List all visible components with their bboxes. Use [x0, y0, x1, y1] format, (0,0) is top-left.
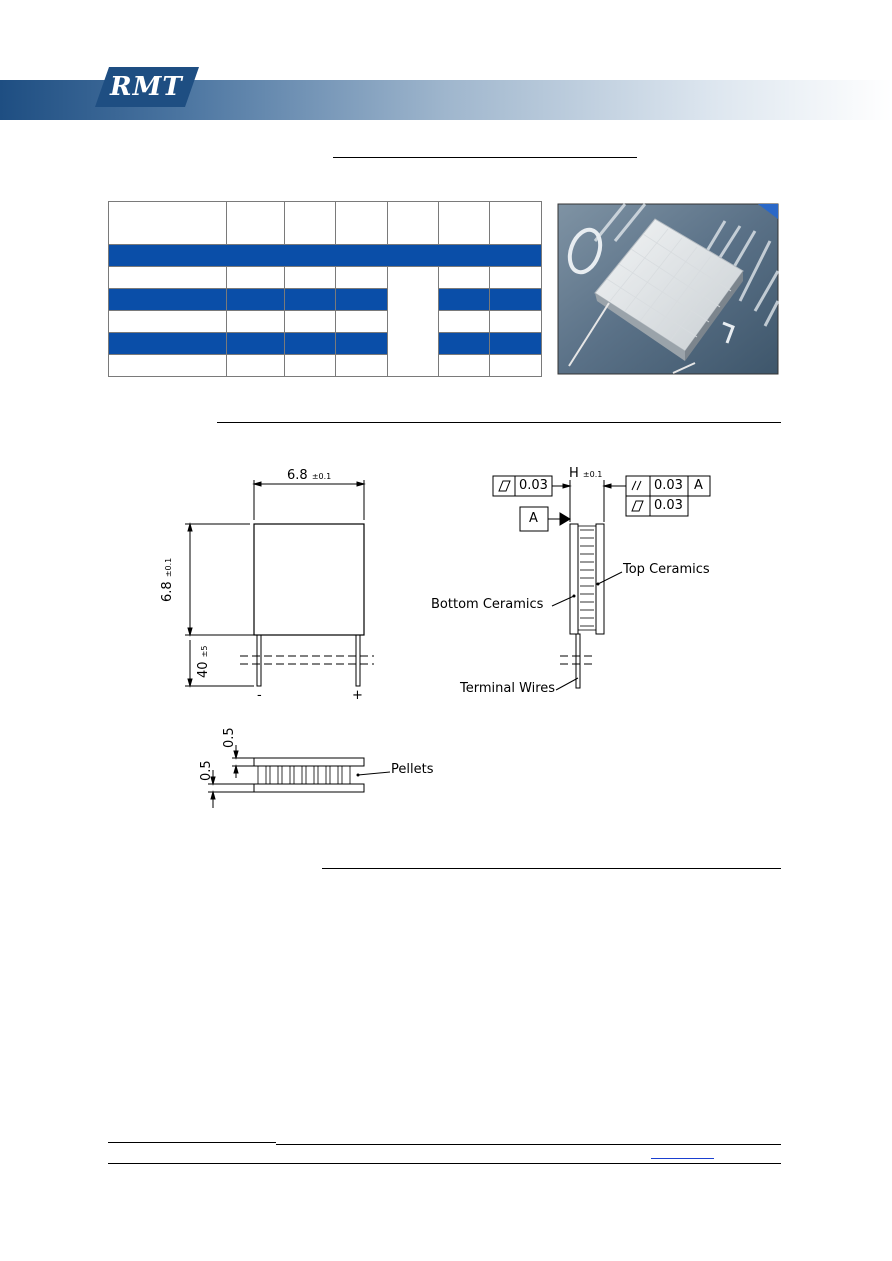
logo-text: RMT: [110, 72, 183, 102]
footer-rule-upper: [276, 1144, 781, 1145]
parallel-value: 0.03: [654, 478, 683, 493]
flatness-value: 0.03: [519, 478, 548, 493]
side-height-value: H: [569, 466, 579, 481]
minus-terminal-label: -: [257, 688, 262, 703]
front-width-label: [287, 468, 331, 483]
front-width-tolerance: ±0.1: [311, 472, 332, 481]
front-height-tolerance: ±0.1: [164, 557, 173, 578]
flatness-value-2: 0.03: [654, 498, 683, 513]
datum-label: A: [529, 511, 538, 526]
plus-terminal-label: +: [352, 688, 363, 703]
wire-length-tolerance: ±5: [200, 645, 209, 658]
footer-rule-short: [108, 1142, 276, 1143]
wire-length-value: 40: [196, 661, 211, 678]
side-height-tolerance: ±0.1: [582, 470, 603, 479]
footer-link-underline[interactable]: [651, 1158, 714, 1159]
wire-length-label: [196, 646, 211, 678]
pellets-label: Pellets: [391, 762, 434, 777]
footer-rule-lower: [108, 1163, 781, 1164]
bottom-ceramics-label: Bottom Ceramics: [431, 597, 544, 612]
dim-05-upper: 0.5: [222, 727, 237, 748]
parallel-datum: A: [694, 478, 703, 493]
front-width-value: 6.8: [287, 468, 308, 483]
top-ceramics-label: Top Ceramics: [623, 562, 710, 577]
front-height-value: 6.8: [160, 581, 175, 602]
terminal-wires-label: Terminal Wires: [460, 681, 556, 696]
dim-05-lower: 0.5: [199, 760, 214, 781]
front-height-label: [160, 558, 175, 602]
side-height-label: [569, 466, 602, 481]
